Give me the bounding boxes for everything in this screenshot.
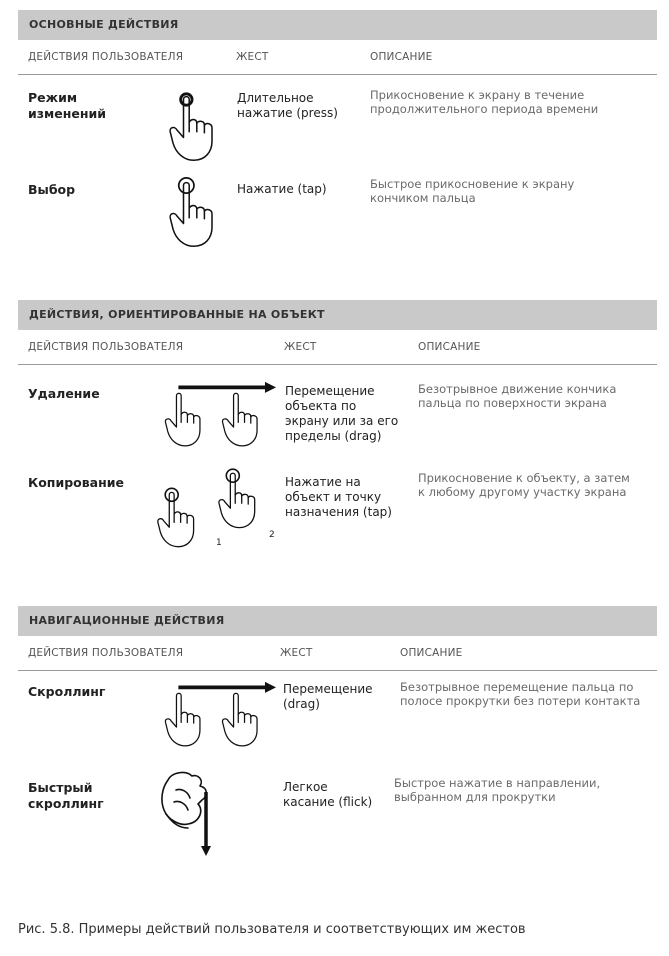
step-label: 1 <box>216 538 222 548</box>
action-label: Скроллинг <box>28 684 106 699</box>
gesture-label: Перемещение (drag) <box>283 682 373 711</box>
column-headers <box>18 330 657 365</box>
figure-caption <box>18 922 526 937</box>
action-label: Удаление <box>28 386 100 401</box>
description-text: Быстрое нажатие в направлении, выбранном для прокрутки <box>394 776 601 804</box>
section-object-actions <box>18 300 657 548</box>
description-text: Безотрывное движение кончика пальца по поверхности экрана <box>418 382 617 410</box>
caption-label: Рис. 5.8. <box>18 922 75 937</box>
description-text: Быстрое прикосновение к экрану кончиком пальца <box>370 177 575 205</box>
drag-hands-icon <box>158 380 278 450</box>
section-title: ОСНОВНЫЕ ДЕЙСТВИЯ <box>18 10 657 40</box>
header-action: ДЕЙСТВИЯ ПОЛЬЗОВАТЕЛЯ <box>28 341 184 353</box>
header-description: ОПИСАНИЕ <box>418 341 481 353</box>
caption-text: Примеры действий пользователя и соответствующих им жестов <box>78 922 526 937</box>
press-hand-icon <box>158 90 228 166</box>
header-action: ДЕЙСТВИЯ ПОЛЬЗОВАТЕЛЯ <box>28 647 184 659</box>
header-description: ОПИСАНИЕ <box>370 51 433 63</box>
description-text: Безотрывное перемещение пальца по полосе прокрутки без потери контакта <box>400 680 641 708</box>
description-text: Прикосновение к объекту, а затем к любому другому участку экрана <box>418 471 630 499</box>
action-label: Копирование <box>28 475 124 490</box>
action-label: Выбор <box>28 182 76 197</box>
gesture-label: Нажатие (tap) <box>237 182 327 196</box>
gesture-label: Перемещение объекта по экрану или за его пределы (drag) <box>285 384 399 443</box>
column-headers <box>18 40 657 75</box>
drag-hands-icon <box>158 680 278 750</box>
gesture-label: Длительное нажатие (press) <box>237 91 338 120</box>
section-navigation-actions <box>18 606 657 811</box>
gesture-label: Нажатие на объект и точку назначения (tap) <box>285 475 392 519</box>
header-action: ДЕЙСТВИЯ ПОЛЬЗОВАТЕЛЯ <box>28 51 184 63</box>
header-description: ОПИСАНИЕ <box>400 647 463 659</box>
section-basic-actions <box>18 10 657 205</box>
section-title: НАВИГАЦИОННЫЕ ДЕЙСТВИЯ <box>18 606 657 636</box>
header-gesture: ЖЕСТ <box>236 51 269 63</box>
description-text: Прикосновение к экрану в течение продолжительного периода времени <box>370 88 599 116</box>
flick-hand-icon <box>158 770 228 862</box>
gesture-label: Легкое касание (flick) <box>283 780 373 809</box>
action-label: Режим изменений <box>28 90 106 121</box>
header-gesture: ЖЕСТ <box>280 647 313 659</box>
header-gesture: ЖЕСТ <box>284 341 317 353</box>
action-label: Быстрый скроллинг <box>28 780 104 811</box>
section-title: ДЕЙСТВИЯ, ОРИЕНТИРОВАННЫЕ НА ОБЪЕКТ <box>18 300 657 330</box>
column-headers <box>18 636 657 671</box>
step-label: 2 <box>269 530 275 540</box>
tap-hand-icon <box>158 176 228 252</box>
